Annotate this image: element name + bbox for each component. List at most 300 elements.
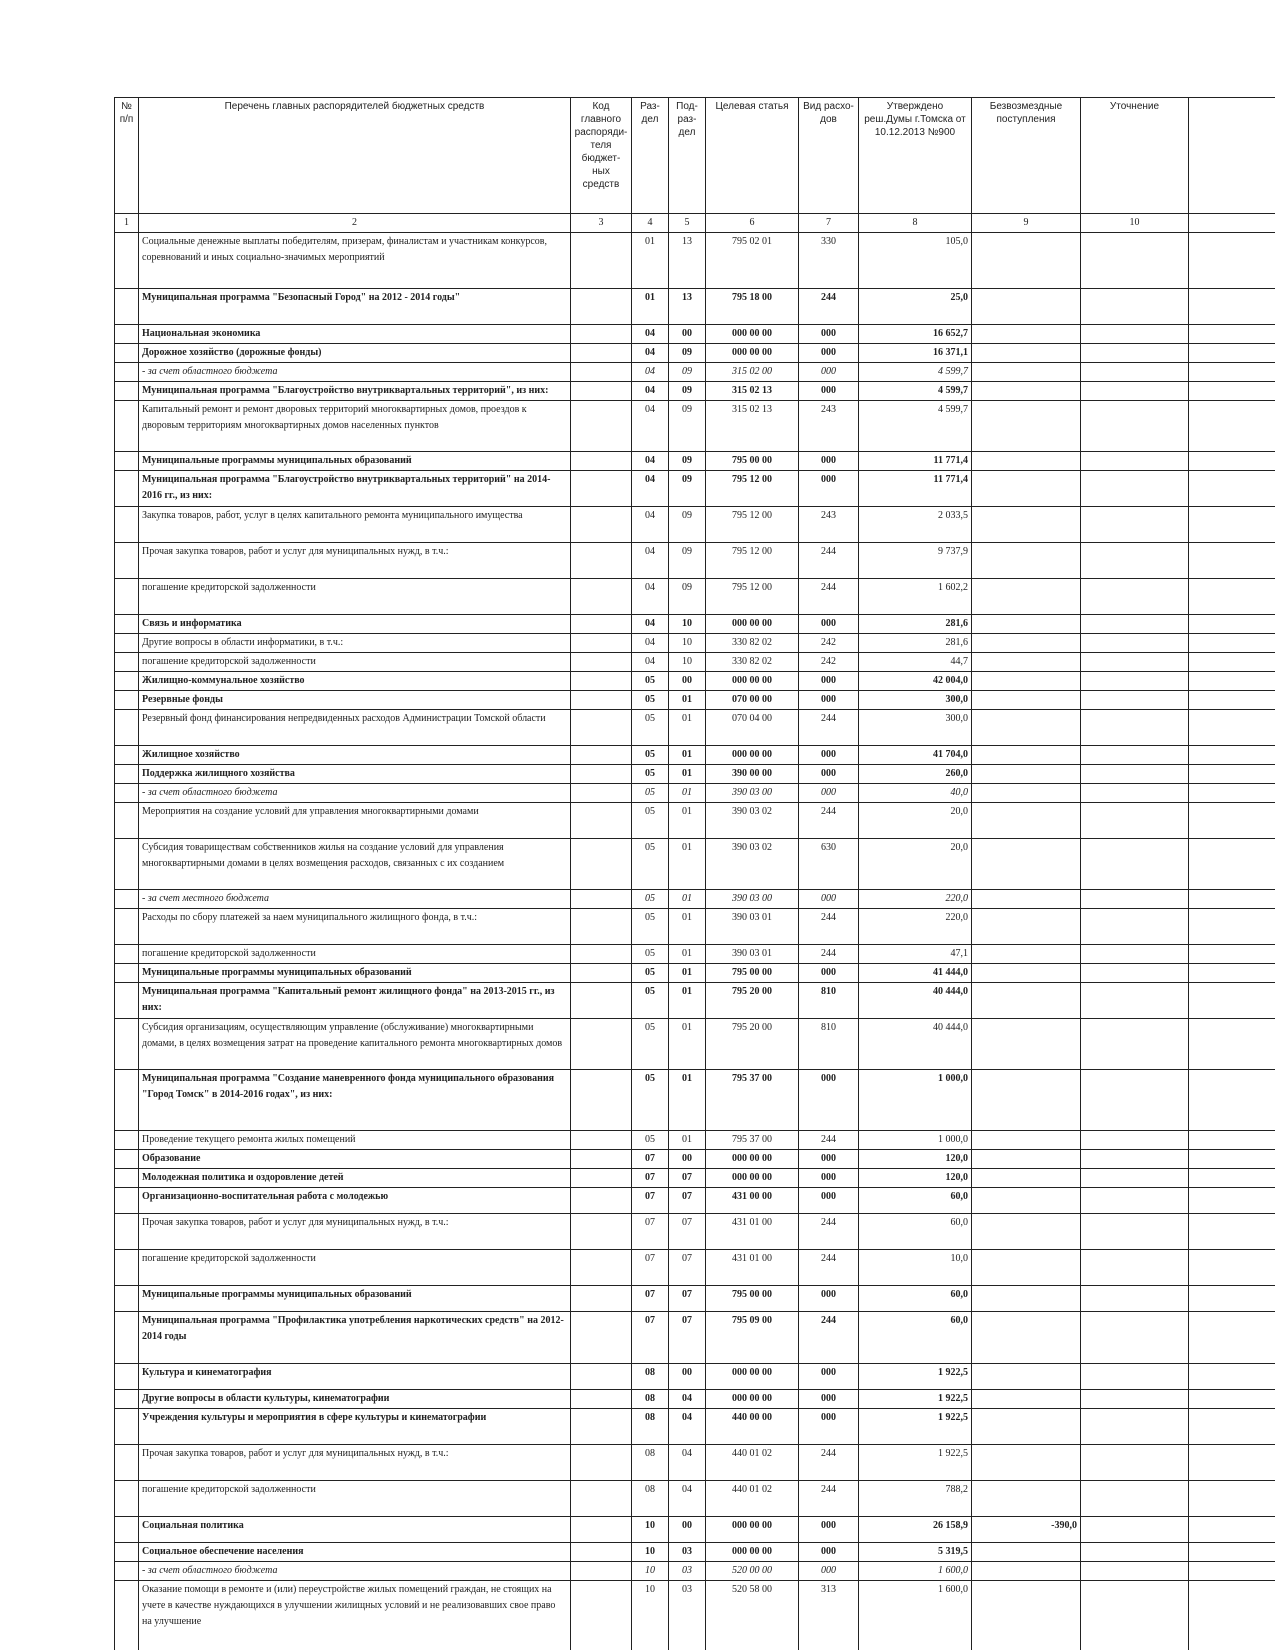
manager-code [571,1445,632,1481]
target-item: 315 02 13 [706,382,799,401]
table-row [115,1581,1275,1650]
change-amount [1081,325,1189,344]
grants-amount [972,507,1081,543]
extra-cell [1189,909,1275,945]
section-code: 05 [632,1070,669,1131]
expense-type: 244 [799,1312,859,1364]
item-name: Прочая закупка товаров, работ и услуг для муниципальных нужд, в т.ч.: [139,1445,571,1481]
manager-code [571,363,632,382]
table-row [115,1131,1275,1150]
change-amount [1081,233,1189,289]
target-item: 000 00 00 [706,746,799,765]
manager-code [571,507,632,543]
approved-amount: 20,0 [859,839,972,890]
extra-cell [1189,890,1275,909]
item-name: Муниципальная программа "Профилактика употребления наркотических средств" на 2012-2014 годы [139,1312,571,1364]
section-code: 04 [632,325,669,344]
grants-amount [972,1581,1081,1650]
subsection-code: 09 [669,401,706,452]
grants-amount [972,1364,1081,1390]
column-header: Вид расхо-дов [799,98,859,214]
extra-cell [1189,1070,1275,1131]
grants-amount [972,471,1081,507]
section-code: 10 [632,1581,669,1650]
expense-type: 242 [799,653,859,672]
change-amount [1081,1481,1189,1517]
change-amount [1081,289,1189,325]
manager-code [571,233,632,289]
table-row [115,1543,1275,1562]
expense-type: 244 [799,289,859,325]
target-item: 390 03 02 [706,803,799,839]
manager-code [571,1364,632,1390]
grants-amount [972,653,1081,672]
section-code: 04 [632,344,669,363]
extra-cell [1189,784,1275,803]
change-amount [1081,839,1189,890]
change-amount [1081,1364,1189,1390]
section-code: 04 [632,579,669,615]
item-name: Культура и кинематография [139,1364,571,1390]
change-amount [1081,1131,1189,1150]
target-item: 000 00 00 [706,672,799,691]
target-item: 070 04 00 [706,710,799,746]
approved-amount: 281,6 [859,615,972,634]
item-name: Учреждения культуры и мероприятия в сфере культуры и кинематографии [139,1409,571,1445]
table-row [115,765,1275,784]
approved-amount: 788,2 [859,1481,972,1517]
item-name: Оказание помощи в ремонте и (или) переустройстве жилых помещений граждан, не стоящих на учете в качестве нуждающихся в улучшении жилищных условий и не реализовавших свое право на улучшение [139,1581,571,1650]
approved-amount: 120,0 [859,1169,972,1188]
subsection-code: 01 [669,983,706,1019]
row-number [115,1250,139,1286]
expense-type: 244 [799,803,859,839]
grants-amount [972,1214,1081,1250]
expense-type: 000 [799,1562,859,1581]
table-row [115,452,1275,471]
table-row [115,1286,1275,1312]
item-name: Молодежная политика и оздоровление детей [139,1169,571,1188]
subsection-code: 01 [669,803,706,839]
section-code: 04 [632,363,669,382]
approved-amount: 60,0 [859,1214,972,1250]
row-number [115,1409,139,1445]
column-header: № п/п [115,98,139,214]
target-item: 000 00 00 [706,1169,799,1188]
table-row [115,710,1275,746]
target-item: 390 03 02 [706,839,799,890]
manager-code [571,471,632,507]
approved-amount: 11 771,4 [859,452,972,471]
section-code: 07 [632,1150,669,1169]
grants-amount [972,746,1081,765]
row-number [115,890,139,909]
grants-amount [972,691,1081,710]
approved-amount: 60,0 [859,1188,972,1214]
approved-amount: 1 600,0 [859,1581,972,1650]
change-amount [1081,803,1189,839]
row-number [115,344,139,363]
change-amount [1081,1150,1189,1169]
expense-type: 000 [799,691,859,710]
expense-type: 243 [799,401,859,452]
grants-amount [972,1188,1081,1214]
extra-cell [1189,289,1275,325]
expense-type: 000 [799,746,859,765]
expense-type: 000 [799,1364,859,1390]
change-amount [1081,1169,1189,1188]
extra-cell [1189,471,1275,507]
section-code: 07 [632,1286,669,1312]
item-name: погашение кредиторской задолженности [139,1250,571,1286]
approved-amount: 11 771,4 [859,471,972,507]
row-number [115,543,139,579]
change-amount [1081,344,1189,363]
row-number [115,233,139,289]
extra-cell [1189,1562,1275,1581]
table-row [115,909,1275,945]
section-code: 05 [632,1019,669,1070]
table-row [115,1364,1275,1390]
grants-amount [972,784,1081,803]
approved-amount: 41 444,0 [859,964,972,983]
subsection-code: 01 [669,890,706,909]
subsection-code: 09 [669,543,706,579]
change-amount [1081,710,1189,746]
approved-amount: 60,0 [859,1312,972,1364]
table-row [115,784,1275,803]
table-row [115,1169,1275,1188]
grants-amount [972,672,1081,691]
item-name: погашение кредиторской задолженности [139,945,571,964]
target-item: 000 00 00 [706,1517,799,1543]
section-code: 05 [632,890,669,909]
table-row [115,1070,1275,1131]
table-row [115,1150,1275,1169]
table-row [115,672,1275,691]
column-header: Целевая статья [706,98,799,214]
approved-amount: 1 600,0 [859,1562,972,1581]
row-number [115,1150,139,1169]
approved-amount: 9 737,9 [859,543,972,579]
item-name: Субсидия организациям, осуществляющим управление (обслуживание) многоквартирными домами, в целях возмещения затрат на проведение капитального ремонта многоквартирных домов [139,1019,571,1070]
grants-amount [972,890,1081,909]
subsection-code: 01 [669,784,706,803]
approved-amount: 40 444,0 [859,1019,972,1070]
item-name: Мероприятия на создание условий для управления многоквартирными домами [139,803,571,839]
column-number: 6 [706,214,799,233]
table-row [115,325,1275,344]
change-amount [1081,543,1189,579]
grants-amount [972,1286,1081,1312]
approved-amount: 60,0 [859,1286,972,1312]
section-code: 05 [632,1131,669,1150]
manager-code [571,1169,632,1188]
target-item: 795 02 01 [706,233,799,289]
approved-amount: 26 158,9 [859,1517,972,1543]
expense-type: 000 [799,1070,859,1131]
table-row [115,1312,1275,1364]
target-item: 390 03 00 [706,890,799,909]
subsection-code: 01 [669,1070,706,1131]
manager-code [571,382,632,401]
change-amount [1081,1390,1189,1409]
item-name: Проведение текущего ремонта жилых помещений [139,1131,571,1150]
section-code: 04 [632,615,669,634]
extra-cell [1189,945,1275,964]
expense-type: 000 [799,1188,859,1214]
target-item: 795 20 00 [706,1019,799,1070]
approved-amount: 10,0 [859,1250,972,1286]
item-name: Жилищно-коммунальное хозяйство [139,672,571,691]
manager-code [571,452,632,471]
item-name: Социальное обеспечение населения [139,1543,571,1562]
approved-amount: 1 922,5 [859,1390,972,1409]
approved-amount: 2 033,5 [859,507,972,543]
approved-amount: 1 922,5 [859,1409,972,1445]
subsection-code: 04 [669,1481,706,1517]
table-row [115,634,1275,653]
item-name: Другие вопросы в области культуры, кинематографии [139,1390,571,1409]
item-name: Прочая закупка товаров, работ и услуг для муниципальных нужд, в т.ч.: [139,1214,571,1250]
table-row [115,964,1275,983]
table-row [115,945,1275,964]
table-row [115,1250,1275,1286]
table-row [115,653,1275,672]
subsection-code: 07 [669,1312,706,1364]
subsection-code: 03 [669,1581,706,1650]
manager-code [571,543,632,579]
extra-cell [1189,344,1275,363]
expense-type: 000 [799,382,859,401]
manager-code [571,325,632,344]
extra-cell [1189,1286,1275,1312]
item-name: Дорожное хозяйство (дорожные фонды) [139,344,571,363]
change-amount [1081,909,1189,945]
target-item: 000 00 00 [706,325,799,344]
column-number: 1 [115,214,139,233]
section-code: 07 [632,1169,669,1188]
extra-cell [1189,325,1275,344]
change-amount [1081,382,1189,401]
approved-amount: 300,0 [859,710,972,746]
subsection-code: 07 [669,1286,706,1312]
subsection-code: 01 [669,691,706,710]
table-row [115,1517,1275,1543]
section-code: 05 [632,710,669,746]
approved-amount: 47,1 [859,945,972,964]
grants-amount [972,382,1081,401]
grants-amount [972,1019,1081,1070]
grants-amount [972,1409,1081,1445]
budget-table [114,97,1275,1650]
item-name: Закупка товаров, работ, услуг в целях капитального ремонта муниципального имущества [139,507,571,543]
subsection-code: 00 [669,1517,706,1543]
expense-type: 000 [799,471,859,507]
manager-code [571,909,632,945]
row-number [115,452,139,471]
row-number [115,1543,139,1562]
table-row [115,746,1275,765]
subsection-code: 03 [669,1562,706,1581]
subsection-code: 04 [669,1445,706,1481]
approved-amount: 1 602,2 [859,579,972,615]
target-item: 431 01 00 [706,1250,799,1286]
table-row [115,401,1275,452]
approved-amount: 42 004,0 [859,672,972,691]
item-name: - за счет местного бюджета [139,890,571,909]
item-name: Муниципальная программа "Создание маневренного фонда муниципального образования "Город Томск" в 2014-2016 годах", из них: [139,1070,571,1131]
subsection-code: 01 [669,945,706,964]
expense-type: 000 [799,615,859,634]
section-code: 10 [632,1517,669,1543]
table-row [115,1214,1275,1250]
subsection-code: 04 [669,1409,706,1445]
row-number [115,710,139,746]
expense-type: 000 [799,1517,859,1543]
manager-code [571,1543,632,1562]
subsection-code: 10 [669,615,706,634]
approved-amount: 40,0 [859,784,972,803]
expense-type: 000 [799,765,859,784]
grants-amount [972,1562,1081,1581]
section-code: 05 [632,765,669,784]
item-name: Муниципальные программы муниципальных образований [139,1286,571,1312]
subsection-code: 09 [669,452,706,471]
target-item: 795 18 00 [706,289,799,325]
column-header [1189,98,1275,214]
manager-code [571,1286,632,1312]
change-amount [1081,1070,1189,1131]
extra-cell [1189,653,1275,672]
target-item: 070 00 00 [706,691,799,710]
expense-type: 244 [799,1214,859,1250]
extra-cell [1189,1150,1275,1169]
row-number [115,653,139,672]
manager-code [571,1481,632,1517]
table-row [115,344,1275,363]
target-item: 000 00 00 [706,615,799,634]
row-number [115,672,139,691]
grants-amount [972,363,1081,382]
section-code: 08 [632,1390,669,1409]
target-item: 431 01 00 [706,1214,799,1250]
expense-type: 000 [799,672,859,691]
expense-type: 244 [799,1481,859,1517]
extra-cell [1189,765,1275,784]
target-item: 000 00 00 [706,344,799,363]
table-row [115,803,1275,839]
expense-type: 244 [799,1445,859,1481]
column-header: Под-раз-дел [669,98,706,214]
column-number: 8 [859,214,972,233]
expense-type: 000 [799,452,859,471]
row-number [115,1286,139,1312]
manager-code [571,803,632,839]
subsection-code: 01 [669,1019,706,1070]
row-number [115,1214,139,1250]
manager-code [571,672,632,691]
section-code: 04 [632,507,669,543]
table-row [115,1390,1275,1409]
target-item: 795 37 00 [706,1131,799,1150]
change-amount [1081,579,1189,615]
target-item: 431 00 00 [706,1188,799,1214]
grants-amount [972,615,1081,634]
subsection-code: 10 [669,653,706,672]
row-number [115,1364,139,1390]
change-amount [1081,653,1189,672]
item-name: Муниципальная программа "Капитальный ремонт жилищного фонда" на 2013-2015 гг., из них: [139,983,571,1019]
approved-amount: 25,0 [859,289,972,325]
extra-cell [1189,363,1275,382]
column-header: Утверждено реш.Думы г.Томска от 10.12.2013 №900 [859,98,972,214]
row-number [115,1131,139,1150]
approved-amount: 44,7 [859,653,972,672]
section-code: 05 [632,691,669,710]
extra-cell [1189,579,1275,615]
column-number: 7 [799,214,859,233]
manager-code [571,1517,632,1543]
row-number [115,471,139,507]
approved-amount: 260,0 [859,765,972,784]
change-amount [1081,1250,1189,1286]
subsection-code: 07 [669,1188,706,1214]
target-item: 795 12 00 [706,507,799,543]
section-code: 05 [632,746,669,765]
approved-amount: 4 599,7 [859,363,972,382]
item-name: погашение кредиторской задолженности [139,579,571,615]
manager-code [571,890,632,909]
change-amount [1081,691,1189,710]
subsection-code: 09 [669,344,706,363]
row-number [115,1390,139,1409]
manager-code [571,289,632,325]
section-code: 01 [632,289,669,325]
row-number [115,746,139,765]
expense-type: 000 [799,325,859,344]
section-code: 05 [632,672,669,691]
extra-cell [1189,1169,1275,1188]
change-amount [1081,1517,1189,1543]
extra-cell [1189,1581,1275,1650]
column-number: 3 [571,214,632,233]
row-number [115,507,139,543]
manager-code [571,1214,632,1250]
extra-cell [1189,1390,1275,1409]
manager-code [571,746,632,765]
change-amount [1081,746,1189,765]
extra-cell [1189,401,1275,452]
change-amount [1081,964,1189,983]
approved-amount: 41 704,0 [859,746,972,765]
target-item: 000 00 00 [706,1150,799,1169]
subsection-code: 00 [669,325,706,344]
table-row [115,1562,1275,1581]
approved-amount: 220,0 [859,909,972,945]
approved-amount: 16 371,1 [859,344,972,363]
row-number [115,401,139,452]
column-number [1189,214,1275,233]
grants-amount [972,1250,1081,1286]
expense-type: 000 [799,1286,859,1312]
section-code: 07 [632,1214,669,1250]
subsection-code: 01 [669,746,706,765]
subsection-code: 00 [669,1364,706,1390]
target-item: 390 03 00 [706,784,799,803]
subsection-code: 03 [669,1543,706,1562]
grants-amount [972,325,1081,344]
